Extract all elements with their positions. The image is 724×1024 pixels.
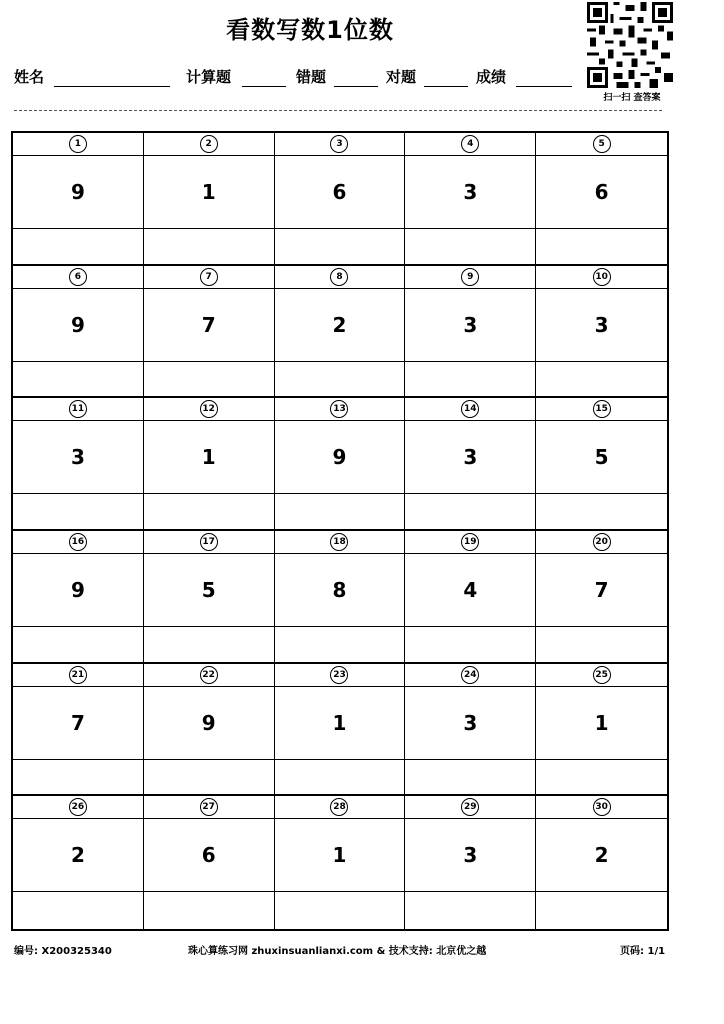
answer-box[interactable]	[275, 362, 405, 397]
question-number-badge: 23	[330, 666, 348, 684]
question-cell	[144, 531, 275, 664]
question-cell	[536, 133, 667, 266]
question-number-row	[536, 796, 667, 819]
serial-number: 编号: X200325340	[14, 946, 112, 957]
question-cell	[13, 398, 144, 531]
question-digit: 8	[275, 554, 405, 627]
question-digit: 2	[536, 819, 667, 892]
question-digit: 9	[13, 156, 143, 229]
question-number-badge: 2	[200, 135, 218, 153]
question-cell	[144, 266, 275, 399]
question-cell	[275, 796, 406, 929]
question-number-row	[144, 398, 274, 421]
question-number-row	[536, 266, 667, 289]
question-number-badge: 21	[69, 666, 87, 684]
question-grid	[11, 131, 669, 931]
answer-box[interactable]	[13, 494, 143, 529]
question-number-row	[405, 664, 535, 687]
question-number-row	[13, 664, 143, 687]
name-label: 姓名	[14, 68, 45, 86]
answer-box[interactable]	[144, 494, 274, 529]
question-number-badge: 22	[200, 666, 218, 684]
question-number-row	[536, 664, 667, 687]
question-number-badge: 6	[69, 268, 87, 286]
qr-code-icon[interactable]	[586, 2, 674, 88]
question-number-badge: 29	[461, 798, 479, 816]
question-digit: 3	[405, 421, 535, 494]
question-cell	[275, 398, 406, 531]
score-label: 成绩	[476, 68, 507, 86]
answer-box[interactable]	[536, 760, 667, 795]
question-number-badge: 13	[330, 400, 348, 418]
question-number-badge: 18	[330, 533, 348, 551]
question-digit: 6	[144, 819, 274, 892]
answer-box[interactable]	[13, 760, 143, 795]
answer-box[interactable]	[275, 627, 405, 662]
question-cell	[536, 266, 667, 399]
site-credit: 珠心算练习网 zhuxinsuanlianxi.com & 技术支持: 北京优之越	[188, 946, 487, 957]
question-digit: 3	[536, 289, 667, 362]
question-cell	[536, 398, 667, 531]
answer-box[interactable]	[536, 362, 667, 397]
question-number-badge: 8	[330, 268, 348, 286]
question-number-row	[275, 133, 405, 156]
question-number-badge: 12	[200, 400, 218, 418]
answer-box[interactable]	[275, 892, 405, 929]
question-number-badge: 25	[593, 666, 611, 684]
answer-box[interactable]	[405, 362, 535, 397]
question-digit: 6	[275, 156, 405, 229]
answer-box[interactable]	[275, 760, 405, 795]
name-field[interactable]	[54, 86, 170, 87]
question-digit: 9	[144, 687, 274, 760]
question-number-badge: 4	[461, 135, 479, 153]
question-number-row	[275, 796, 405, 819]
answer-box[interactable]	[536, 229, 667, 264]
question-digit: 5	[144, 554, 274, 627]
question-number-badge: 16	[69, 533, 87, 551]
answer-box[interactable]	[144, 362, 274, 397]
student-info-row	[14, 66, 580, 88]
question-digit: 4	[405, 554, 535, 627]
question-digit: 3	[405, 289, 535, 362]
question-number-row	[275, 398, 405, 421]
question-cell	[13, 266, 144, 399]
question-number-row	[144, 133, 274, 156]
question-digit: 3	[405, 156, 535, 229]
question-number-row	[405, 266, 535, 289]
question-cell	[275, 133, 406, 266]
answer-box[interactable]	[536, 892, 667, 929]
question-digit: 3	[405, 819, 535, 892]
question-number-badge: 11	[69, 400, 87, 418]
question-digit: 1	[144, 421, 274, 494]
question-number-badge: 26	[69, 798, 87, 816]
question-digit: 1	[144, 156, 274, 229]
question-number-row	[144, 796, 274, 819]
answer-box[interactable]	[275, 494, 405, 529]
question-cell	[144, 796, 275, 929]
question-cell	[13, 796, 144, 929]
question-number-badge: 27	[200, 798, 218, 816]
page-title: 看数写数1位数	[226, 16, 394, 44]
answer-box[interactable]	[13, 229, 143, 264]
question-digit: 2	[13, 819, 143, 892]
question-digit: 3	[405, 687, 535, 760]
calc-count-field[interactable]	[242, 86, 286, 87]
question-number-badge: 24	[461, 666, 479, 684]
answer-box[interactable]	[144, 627, 274, 662]
question-cell	[13, 133, 144, 266]
question-number-row	[144, 266, 274, 289]
answer-box[interactable]	[144, 760, 274, 795]
page-number: 页码: 1/1	[620, 946, 666, 957]
answer-box[interactable]	[405, 229, 535, 264]
question-cell	[144, 133, 275, 266]
right-count-field[interactable]	[424, 86, 468, 87]
question-number-badge: 15	[593, 400, 611, 418]
question-digit: 7	[144, 289, 274, 362]
wrong-count-field[interactable]	[334, 86, 378, 87]
answer-box[interactable]	[13, 627, 143, 662]
score-field[interactable]	[516, 86, 572, 87]
answer-box[interactable]	[13, 892, 143, 929]
question-cell	[275, 266, 406, 399]
question-digit: 9	[275, 421, 405, 494]
question-cell	[13, 531, 144, 664]
question-digit: 3	[13, 421, 143, 494]
question-number-row	[13, 266, 143, 289]
question-number-row	[144, 531, 274, 554]
question-cell	[144, 664, 275, 797]
answer-box[interactable]	[144, 892, 274, 929]
question-cell	[405, 266, 536, 399]
question-digit: 5	[536, 421, 667, 494]
question-number-badge: 5	[593, 135, 611, 153]
question-cell	[536, 664, 667, 797]
question-number-badge: 19	[461, 533, 479, 551]
question-cell	[275, 531, 406, 664]
question-digit: 1	[275, 687, 405, 760]
question-cell	[405, 133, 536, 266]
question-number-row	[405, 133, 535, 156]
question-number-row	[275, 531, 405, 554]
question-digit: 1	[536, 687, 667, 760]
right-count-label: 对题	[386, 68, 417, 86]
question-digit: 9	[13, 289, 143, 362]
answer-box[interactable]	[536, 494, 667, 529]
question-number-badge: 14	[461, 400, 479, 418]
question-cell	[144, 398, 275, 531]
answer-box[interactable]	[275, 229, 405, 264]
question-number-badge: 10	[593, 268, 611, 286]
question-number-row	[536, 398, 667, 421]
question-number-row	[405, 398, 535, 421]
qr-caption: 扫一扫 查答案	[603, 93, 661, 103]
question-number-row	[536, 133, 667, 156]
answer-box[interactable]	[144, 229, 274, 264]
question-number-row	[275, 266, 405, 289]
question-number-badge: 3	[330, 135, 348, 153]
question-cell	[405, 531, 536, 664]
question-cell	[13, 664, 144, 797]
answer-box[interactable]	[405, 494, 535, 529]
cut-line	[14, 110, 662, 111]
question-cell	[405, 796, 536, 929]
answer-box[interactable]	[536, 627, 667, 662]
question-number-row	[13, 398, 143, 421]
question-digit: 7	[536, 554, 667, 627]
question-number-row	[405, 531, 535, 554]
question-number-badge: 17	[200, 533, 218, 551]
question-digit: 9	[13, 554, 143, 627]
question-cell	[536, 796, 667, 929]
question-number-row	[536, 531, 667, 554]
question-number-row	[13, 133, 143, 156]
question-number-row	[405, 796, 535, 819]
question-number-badge: 9	[461, 268, 479, 286]
question-cell	[405, 664, 536, 797]
question-digit: 7	[13, 687, 143, 760]
question-number-row	[275, 664, 405, 687]
question-digit: 2	[275, 289, 405, 362]
answer-box[interactable]	[13, 362, 143, 397]
calc-count-label: 计算题	[186, 68, 232, 86]
question-number-badge: 20	[593, 533, 611, 551]
question-number-row	[144, 664, 274, 687]
question-number-row	[13, 796, 143, 819]
question-number-row	[13, 531, 143, 554]
question-number-badge: 1	[69, 135, 87, 153]
question-cell	[275, 664, 406, 797]
answer-box[interactable]	[405, 892, 535, 929]
question-number-badge: 7	[200, 268, 218, 286]
question-cell	[536, 531, 667, 664]
answer-box[interactable]	[405, 760, 535, 795]
question-digit: 6	[536, 156, 667, 229]
answer-box[interactable]	[405, 627, 535, 662]
question-number-badge: 30	[593, 798, 611, 816]
question-number-badge: 28	[330, 798, 348, 816]
question-digit: 1	[275, 819, 405, 892]
wrong-count-label: 错题	[296, 68, 327, 86]
question-cell	[405, 398, 536, 531]
